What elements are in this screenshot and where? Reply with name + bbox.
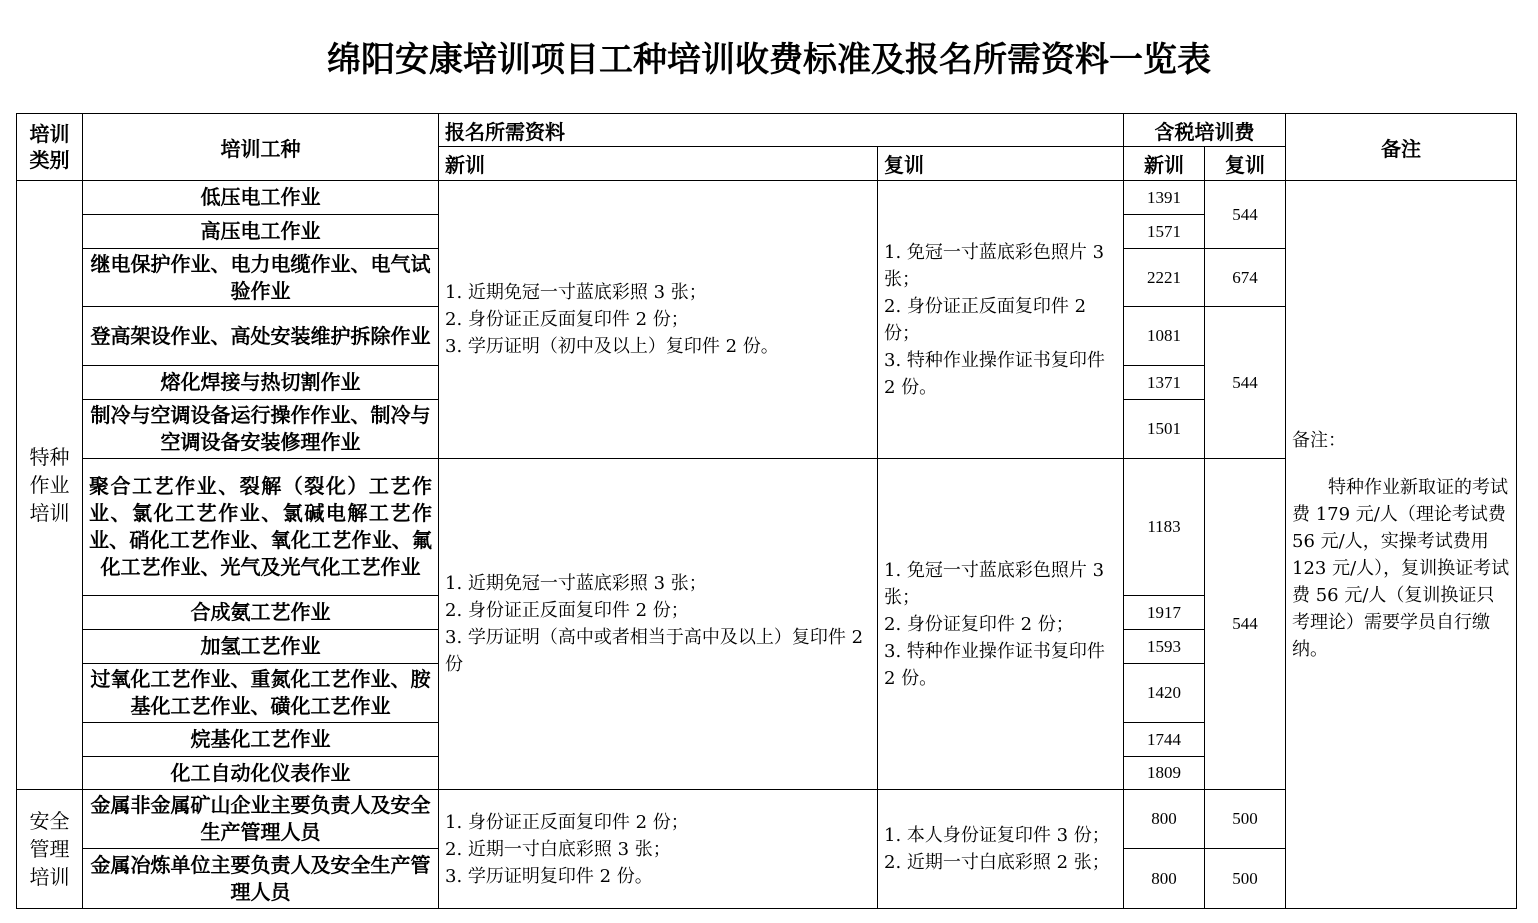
page-title: 绵阳安康培训项目工种培训收费标准及报名所需资料一览表 bbox=[327, 40, 1211, 80]
materials-line: 2. 身份证正反面复印件 2 份； bbox=[445, 600, 689, 621]
job-cell: 低压电工作业 bbox=[83, 181, 439, 215]
materials-line: 1. 本人身份证复印件 3 份； bbox=[884, 825, 1110, 846]
fee-new-cell: 1917 bbox=[1124, 596, 1205, 630]
category-special bbox=[17, 181, 83, 790]
job-cell: 继电保护作业、电力电缆作业、电气试验作业 bbox=[83, 249, 439, 307]
fee-new-cell: 1809 bbox=[1124, 757, 1205, 790]
job-cell: 高压电工作业 bbox=[83, 215, 439, 249]
header-job-type: 培训工种 bbox=[83, 114, 439, 181]
materials-group2-renew bbox=[878, 459, 1124, 790]
materials-group2-new bbox=[439, 459, 878, 790]
fee-new-cell: 1183 bbox=[1124, 459, 1205, 596]
fee-new-cell: 1571 bbox=[1124, 215, 1205, 249]
header-fee: 含税培训费 bbox=[1124, 114, 1286, 147]
materials-line: 2. 身份证复印件 2 份； bbox=[884, 613, 1074, 635]
fee-renew-cell: 500 bbox=[1205, 849, 1286, 909]
fee-renew-cell: 544 bbox=[1205, 459, 1286, 790]
materials-group3-new bbox=[439, 790, 878, 909]
job-cell: 金属非金属矿山企业主要负责人及安全生产管理人员 bbox=[83, 790, 439, 849]
job-cell: 加氢工艺作业 bbox=[83, 630, 439, 664]
fee-renew-cell: 544 bbox=[1205, 181, 1286, 249]
materials-line: 1. 近期免冠一寸蓝底彩照 3 张； bbox=[445, 282, 707, 303]
header-fee-new: 新训 bbox=[1124, 147, 1205, 181]
remarks-text: 特种作业新取证的考试费 179 元/人（理论考试费 56 元/人，实操考试费用 123 元/人），复训换证考试费 56 元/人（复训换证只考理论）需要学员自行缴纳。 bbox=[1292, 476, 1510, 660]
materials-line: 1. 身份证正反面复印件 2 份； bbox=[445, 811, 689, 833]
materials-line: 1. 免冠一寸蓝底彩色照片 3 张； bbox=[884, 241, 1105, 290]
materials-line: 2. 身份证正反面复印件 2 份； bbox=[445, 309, 689, 330]
job-cell: 烷基化工艺作业 bbox=[83, 723, 439, 757]
materials-line: 2. 身份证正反面复印件 2 份； bbox=[884, 295, 1087, 344]
materials-group1-renew bbox=[878, 181, 1124, 459]
fee-new-cell: 2221 bbox=[1124, 249, 1205, 307]
job-cell: 制冷与空调设备运行操作作业、制冷与空调设备安装修理作业 bbox=[83, 400, 439, 459]
fee-renew-cell: 674 bbox=[1205, 249, 1286, 307]
fee-new-cell: 1593 bbox=[1124, 630, 1205, 664]
category-special-label: 特种作业培训 bbox=[29, 445, 70, 525]
remarks-label: 备注： bbox=[1292, 429, 1346, 451]
job-cell: 合成氨工艺作业 bbox=[83, 596, 439, 630]
fee-new-cell: 1371 bbox=[1124, 366, 1205, 400]
fee-new-cell: 1744 bbox=[1124, 723, 1205, 757]
materials-line: 1. 近期免冠一寸蓝底彩照 3 张； bbox=[445, 573, 707, 594]
materials-group1-new bbox=[439, 181, 878, 459]
category-safety bbox=[17, 790, 83, 909]
job-cell: 熔化焊接与热切割作业 bbox=[83, 366, 439, 400]
fee-new-cell: 800 bbox=[1124, 849, 1205, 909]
materials-line: 3. 学历证明（高中或者相当于高中及以上）复印件 2 份 bbox=[445, 627, 864, 675]
header-category: 培训类别 bbox=[17, 114, 83, 181]
remarks-cell bbox=[1286, 181, 1517, 909]
category-safety-label: 安全管理培训 bbox=[29, 809, 70, 889]
header-remarks: 备注 bbox=[1286, 114, 1517, 181]
job-cell: 登高架设作业、高处安装维护拆除作业 bbox=[83, 307, 439, 366]
header-materials-renew: 复训 bbox=[878, 147, 1124, 181]
job-cell: 过氧化工艺作业、重氮化工艺作业、胺基化工艺作业、磺化工艺作业 bbox=[83, 664, 439, 723]
materials-line: 3. 特种作业操作证书复印件 2 份。 bbox=[884, 640, 1105, 689]
fee-new-cell: 1081 bbox=[1124, 307, 1205, 366]
header-row-1 bbox=[17, 114, 1517, 147]
header-materials: 报名所需资料 bbox=[439, 114, 1124, 147]
header-fee-renew: 复训 bbox=[1205, 147, 1286, 181]
materials-line: 2. 近期一寸白底彩照 2 张； bbox=[884, 852, 1110, 873]
job-cell: 金属冶炼单位主要负责人及安全生产管理人员 bbox=[83, 849, 439, 909]
materials-line: 1. 免冠一寸蓝底彩色照片 3 张； bbox=[884, 559, 1105, 608]
materials-line: 3. 学历证明（初中及以上）复印件 2 份。 bbox=[445, 336, 779, 357]
fee-new-cell: 800 bbox=[1124, 790, 1205, 849]
materials-group3-renew bbox=[878, 790, 1124, 909]
fee-new-cell: 1420 bbox=[1124, 664, 1205, 723]
fee-renew-cell: 500 bbox=[1205, 790, 1286, 849]
fee-table bbox=[16, 113, 1517, 909]
fee-renew-cell: 544 bbox=[1205, 307, 1286, 459]
table-row bbox=[17, 181, 1517, 215]
job-cell: 聚合工艺作业、裂解（裂化）工艺作业、氯化工艺作业、氯碱电解工艺作业、硝化工艺作业、氧化工艺作业、氟化工艺作业、光气及光气化工艺作业 bbox=[83, 459, 439, 596]
materials-line: 2. 近期一寸白底彩照 3 张； bbox=[445, 838, 671, 860]
materials-line: 3. 学历证明复印件 2 份。 bbox=[445, 865, 653, 887]
job-cell: 化工自动化仪表作业 bbox=[83, 757, 439, 790]
fee-new-cell: 1391 bbox=[1124, 181, 1205, 215]
materials-line: 3. 特种作业操作证书复印件 2 份。 bbox=[884, 349, 1105, 398]
header-materials-new: 新训 bbox=[439, 147, 878, 181]
fee-new-cell: 1501 bbox=[1124, 400, 1205, 459]
